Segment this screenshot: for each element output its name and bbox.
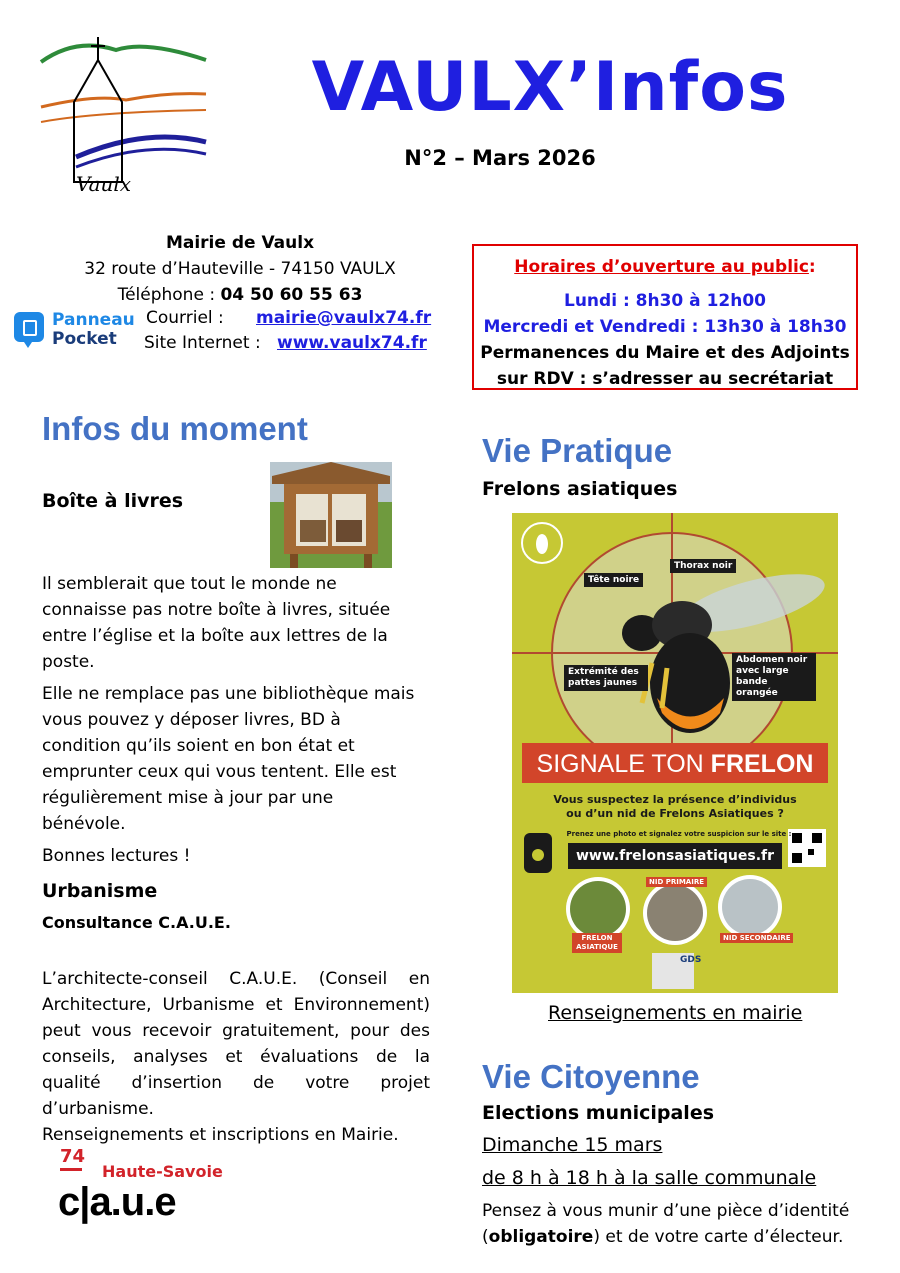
vie-citoyenne-heading: Vie Citoyenne [482,1058,700,1095]
boite-title: Boîte à livres [42,490,184,512]
hours-rdv: sur RDV : s’adresser au secrétariat [496,369,834,389]
label-thorax: Thorax noir [670,559,736,573]
phone-number: 04 50 60 55 63 [220,285,363,305]
caue-logo [58,1146,228,1230]
panneau-pocket-icon [14,312,44,342]
poster-question: Vous suspectez la présence d’individus ou d’un nid de Frelons Asiatiques ? [553,793,797,820]
vie-pratique-heading: Vie Pratique [482,432,673,469]
election-time: de 8 h à 18 h à la salle communale [482,1167,817,1189]
logo-text: Vaulx [76,172,132,196]
tag-nid-primaire: NID PRIMAIRE [646,877,707,887]
panneau-pocket-logo [14,312,139,352]
poster-instructions: Prenez une photo et signalez votre suspicion sur le site : [566,830,792,838]
caue-paragraph: L’architecte-conseil C.A.U.E. (Conseil en Architecture, Urbanisme et Environnement) peut vous recevoir gratuitement, pour des conseils, analyses et évaluations de la qualité d’insertion de votre projet d’urbanisme. [42,969,430,1119]
panneau-pocket-line1: Panneau [52,310,135,330]
label-pattes: Extrémité des pattes jaunes [564,665,648,691]
urbanisme-title: Urbanisme [42,880,158,902]
gds-logo: GDS [680,955,702,965]
hours-monday: Lundi : 8h30 à 12h00 [564,291,766,311]
boite-paragraph-2: Elle ne remplace pas une bibliothèque mais vous pouvez y déposer livres, BD à condition qu’ils soient en bon état et emprunter ceux qui vous tentent. Elle est régulièrement mise à jour par une bénévole. [42,684,415,834]
caue-text [42,966,430,1148]
caue-logo-text: c|a.u.e [58,1180,176,1224]
caue-paragraph-2: Renseignements et inscriptions en Mairie. [42,1125,399,1145]
issue-number: N°2 – Mars 2026 [404,146,596,170]
elections-subtitle: Elections municipales [482,1102,715,1124]
mairie-contact-block [40,230,440,308]
poster-url: www.frelonsasiatiques.fr [575,848,775,864]
frelons-subtitle: Frelons asiatiques [482,478,678,500]
hours-permanences: Permanences du Maire et des Adjoints [480,343,850,363]
infos-heading: Infos du moment [42,410,308,447]
boite-text [42,571,422,875]
site-label: Site Internet : [144,333,261,353]
opening-hours-box [472,244,858,390]
book-box-photo [270,462,392,568]
mairie-phone-line [40,282,440,308]
tag-nid-secondaire: NID SECONDAIRE [720,933,793,943]
caue-logo-region: Haute-Savoie [102,1162,223,1181]
election-note: Pensez à vous munir d’une pièce d’identité (obligatoire) et de votre carte d’électeur. [482,1201,850,1247]
election-date: Dimanche 15 mars [482,1134,663,1156]
caue-logo-number: 74 [60,1146,86,1167]
hours-title: Horaires d’ouverture au public: [514,257,816,277]
phone-label: Téléphone : [117,285,221,305]
email-link[interactable]: mairie@vaulx74.fr [256,308,432,328]
obligatoire-text: obligatoire [488,1227,594,1247]
mairie-name: Mairie de Vaulx [165,233,315,253]
label-abdomen: Abdomen noir avec large bande orangée [732,653,816,701]
renseignements-mairie: Renseignements en mairie [548,1002,803,1024]
panneau-pocket-line2: Pocket [52,329,117,349]
caue-subtitle: Consultance C.A.U.E. [42,913,231,932]
newsletter-title: VAULX’Infos [311,48,789,127]
vaulx-logo [36,32,216,207]
tag-frelon: FRELON ASIATIQUE [572,933,622,953]
hours-wed-fri: Mercredi et Vendredi : 13h30 à 18h30 [483,317,847,337]
site-link[interactable]: www.vaulx74.fr [277,333,427,353]
label-tete: Tête noire [584,573,643,587]
email-label: Courriel : [146,308,224,328]
boite-paragraph-1: Il semblerait que tout le monde ne connaisse pas notre boîte à livres, située entre l’église et la boîte aux lettres de la poste. [42,574,391,672]
frelon-poster [512,513,838,993]
signale-banner: SIGNALE TON FRELON [536,750,814,778]
boite-paragraph-3: Bonnes lectures ! [42,846,191,866]
mairie-address: 32 route d’Hauteville - 74150 VAULX [84,259,396,279]
